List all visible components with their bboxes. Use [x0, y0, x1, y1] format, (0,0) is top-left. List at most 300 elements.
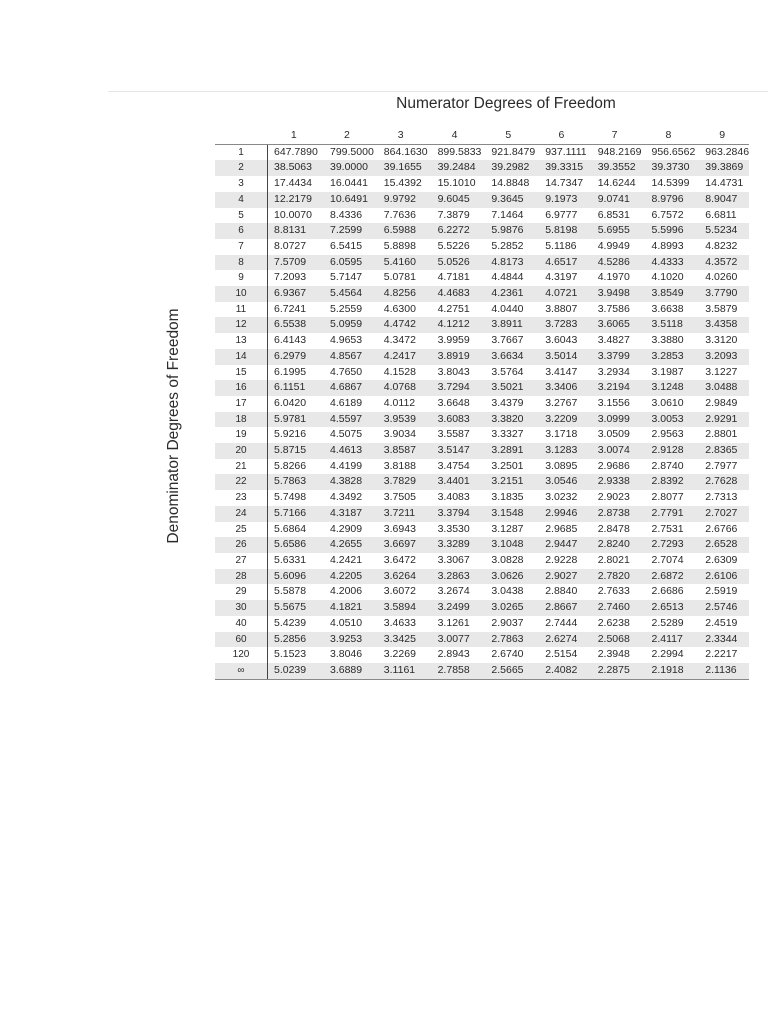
table-cell: 2.9686	[597, 459, 630, 472]
table-cell: 17.4434	[274, 177, 312, 190]
table-cell: 3.6472	[383, 553, 416, 566]
table-cell: 9.3645	[481, 192, 535, 208]
table-cell: 4.6300	[383, 302, 416, 315]
table-cell: 963.2846	[705, 145, 750, 158]
table-cell: 15.4392	[383, 177, 422, 190]
table-cell: 3.8043	[437, 365, 470, 378]
table-cell: 3.3799	[588, 349, 642, 365]
table-cell: 2.8943	[437, 648, 470, 661]
denominator-title: Denominator Degrees of Freedom	[165, 308, 182, 544]
table-cell: 3.4083	[437, 491, 470, 504]
table-cell: 4.3472	[383, 334, 416, 347]
table-cell: 3.7505	[383, 491, 416, 504]
table-cell: 38.5063	[268, 160, 321, 176]
table-cell: 4.0112	[383, 396, 416, 409]
table-cell: 3.5879	[705, 302, 738, 315]
table-cell: 3.1048	[481, 537, 535, 553]
table-cell: 14.7347	[545, 177, 584, 190]
table-cell: 6.5988	[374, 223, 428, 239]
table-cell: 2.2217	[705, 648, 738, 661]
table-cell: 6.5415	[330, 239, 363, 252]
table-cell: 4.5075	[330, 428, 363, 441]
row-label: 21	[215, 459, 268, 475]
table-cell: 5.8266	[274, 459, 307, 472]
table-cell: 6.2979	[268, 349, 321, 365]
table-cell: 5.5675	[268, 600, 321, 616]
table-cell: 4.1821	[320, 600, 374, 616]
table-row	[215, 176, 749, 192]
table-cell: 2.9027	[535, 569, 588, 585]
row-label: 22	[215, 474, 268, 490]
table-cell: 3.9539	[374, 412, 428, 428]
table-cell: 2.8392	[641, 474, 695, 490]
table-row	[215, 160, 749, 176]
table-cell: 39.3552	[588, 160, 642, 176]
table-cell: 2.7293	[641, 537, 695, 553]
table-cell: 2.7791	[641, 506, 695, 522]
row-label: 29	[215, 584, 268, 600]
table-cell: 10.6491	[320, 192, 374, 208]
table-cell: 2.7628	[695, 474, 749, 490]
table-cell: 2.7858	[428, 663, 482, 679]
table-row	[215, 317, 749, 333]
table-cell: 2.8738	[588, 506, 642, 522]
table-cell: 3.0626	[481, 569, 535, 585]
table-cell: 3.5894	[374, 600, 428, 616]
table-body	[215, 144, 749, 679]
table-cell: 3.6889	[320, 663, 374, 679]
table-cell: 2.7863	[481, 632, 535, 648]
table-cell: 3.2501	[491, 459, 524, 472]
table-cell: 3.5118	[641, 317, 695, 333]
table-cell: 4.8993	[651, 239, 684, 252]
table-cell: 3.9034	[383, 428, 416, 441]
table-cell: 2.7460	[588, 600, 642, 616]
table-cell: 3.2767	[545, 396, 578, 409]
table-cell: 6.8531	[597, 208, 630, 221]
table-cell: 647.7890	[274, 145, 318, 158]
table-cell: 3.2891	[481, 443, 535, 459]
table-cell: 2.4082	[535, 663, 588, 679]
row-label: 60	[215, 632, 268, 648]
table-cell: 6.1151	[268, 380, 321, 396]
table-cell: 3.4633	[383, 616, 416, 629]
table-cell: 2.5154	[545, 648, 578, 661]
table-cell: 9.6045	[428, 192, 482, 208]
table-cell: 2.8840	[545, 585, 578, 598]
table-cell: 2.9338	[588, 474, 642, 490]
table-row	[215, 365, 749, 381]
table-cell: 3.3327	[491, 428, 524, 441]
table-row	[215, 443, 749, 459]
table-cell: 4.2655	[320, 537, 374, 553]
table-row	[215, 255, 749, 271]
table-cell: 6.2272	[428, 223, 482, 239]
table-cell: 4.2417	[374, 349, 428, 365]
table-cell: 2.2875	[588, 663, 642, 679]
table-cell: 3.7294	[428, 380, 482, 396]
table-cell: 921.8479	[491, 145, 536, 158]
row-label: 4	[215, 192, 268, 208]
table-cell: 3.6638	[651, 302, 684, 315]
column-header: 6	[535, 128, 588, 144]
table-cell: 39.1655	[374, 160, 428, 176]
table-cell: 6.6811	[705, 208, 737, 221]
table-cell: 9.9792	[374, 192, 428, 208]
column-header-row	[215, 128, 749, 144]
table-cell: 14.6244	[597, 177, 636, 190]
table-cell: 5.1523	[274, 648, 307, 661]
table-cell: 16.0441	[330, 177, 368, 190]
column-header: 7	[588, 128, 642, 144]
table-cell: 3.6083	[428, 412, 482, 428]
table-cell: 5.5234	[695, 223, 749, 239]
table-cell: 15.1010	[437, 177, 476, 190]
table-cell: 3.6072	[383, 585, 416, 598]
table-cell: 2.9291	[695, 412, 749, 428]
table-cell: 2.8801	[705, 428, 738, 441]
table-cell: 3.6697	[374, 537, 428, 553]
table-cell: 4.6189	[330, 396, 363, 409]
table-cell: 3.1227	[705, 365, 738, 378]
table-cell: 3.6264	[374, 569, 428, 585]
table-cell: 4.9949	[597, 239, 630, 252]
table-cell: 4.2751	[437, 302, 470, 315]
row-label: 20	[215, 443, 268, 459]
table-cell: 3.2269	[383, 648, 416, 661]
row-label: 120	[215, 647, 268, 663]
table-cell: 2.5919	[705, 585, 738, 598]
row-label: 17	[215, 396, 268, 412]
table-cell: 3.4358	[695, 317, 749, 333]
table-cell: 3.2674	[437, 585, 470, 598]
table-cell: 4.6517	[535, 255, 588, 271]
table-cell: 4.8232	[705, 239, 738, 252]
table-cell: 2.6528	[695, 537, 749, 553]
table-cell: 3.2499	[428, 600, 482, 616]
table-cell: 3.0895	[545, 459, 578, 472]
table-cell: 7.3879	[437, 208, 470, 221]
numerator-title: Numerator Degrees of Freedom	[396, 95, 616, 112]
table-cell: 3.1248	[641, 380, 695, 396]
table-cell: 4.3492	[330, 491, 363, 504]
table-cell: 2.9946	[535, 506, 588, 522]
table-cell: 2.8077	[651, 491, 684, 504]
table-cell: 4.0768	[374, 380, 428, 396]
row-label: 25	[215, 522, 268, 538]
table-cell: 4.4613	[320, 443, 374, 459]
table-row	[215, 208, 749, 224]
table-cell: 9.0741	[588, 192, 642, 208]
table-cell: 5.0239	[268, 663, 321, 679]
table-cell: 3.3880	[651, 334, 684, 347]
table-row	[215, 144, 749, 160]
table-cell: 3.8911	[481, 317, 535, 333]
row-label: 23	[215, 490, 268, 506]
table-cell: 2.8021	[597, 553, 630, 566]
table-cell: 8.9796	[641, 192, 695, 208]
table-cell: 8.0727	[274, 239, 307, 252]
column-header: 1	[268, 128, 321, 144]
column-header: 3	[374, 128, 428, 144]
table-cell: 3.4147	[545, 365, 578, 378]
table-cell: 4.9653	[330, 334, 363, 347]
table-cell: 4.4333	[641, 255, 695, 271]
table-cell: 4.4199	[330, 459, 363, 472]
table-cell: 3.0828	[491, 553, 524, 566]
row-label: 40	[215, 616, 268, 632]
table-row	[215, 380, 749, 396]
table-cell: 2.8365	[695, 443, 749, 459]
table-cell: 3.8188	[383, 459, 416, 472]
table-cell: 5.9876	[481, 223, 535, 239]
table-cell: 2.9849	[705, 396, 738, 409]
table-row	[215, 647, 749, 663]
table-cell: 3.7586	[597, 302, 630, 315]
column-header: 8	[641, 128, 695, 144]
table-cell: 5.0781	[383, 271, 416, 284]
row-label: 24	[215, 506, 268, 522]
table-cell: 2.2994	[651, 648, 684, 661]
table-row	[215, 396, 749, 412]
table-cell: 3.3406	[535, 380, 588, 396]
table-cell: 2.8240	[588, 537, 642, 553]
table-cell: 3.1835	[491, 491, 524, 504]
table-cell: 2.8740	[651, 459, 684, 472]
row-label: 5	[215, 208, 268, 224]
table-cell: 2.9228	[545, 553, 578, 566]
row-label: 1	[215, 144, 268, 160]
row-label: 16	[215, 380, 268, 396]
table-cell: 2.6740	[491, 648, 524, 661]
table-cell: 3.4827	[597, 334, 630, 347]
table-row	[215, 522, 749, 538]
table-cell: 2.7313	[705, 491, 738, 504]
table-cell: 3.5021	[481, 380, 535, 396]
table-cell: 12.2179	[268, 192, 321, 208]
table-cell: 3.8807	[545, 302, 578, 315]
table-cell: 2.8667	[535, 600, 588, 616]
table-cell: 3.6043	[545, 334, 578, 347]
table-cell: 39.3730	[641, 160, 695, 176]
table-cell: 2.1918	[641, 663, 695, 679]
table-cell: 5.6864	[274, 522, 307, 535]
table-cell: 948.2169	[597, 145, 642, 158]
table-cell: 6.9367	[268, 286, 321, 302]
f-distribution-table	[215, 128, 749, 680]
table-cell: 39.3315	[535, 160, 588, 176]
table-cell: 3.5014	[535, 349, 588, 365]
table-row	[215, 239, 749, 255]
table-cell: 4.1212	[428, 317, 482, 333]
column-header: 2	[320, 128, 374, 144]
table-cell: 2.7820	[588, 569, 642, 585]
table-cell: 3.2209	[535, 412, 588, 428]
table-cell: 2.6309	[705, 553, 738, 566]
table-cell: 899.5833	[437, 145, 482, 158]
row-label: 28	[215, 569, 268, 585]
table-cell: 39.2484	[428, 160, 482, 176]
table-cell: 3.2853	[641, 349, 695, 365]
table-cell: 3.8549	[641, 286, 695, 302]
table-cell: 4.3197	[545, 271, 578, 284]
table-cell: 6.0420	[274, 396, 307, 409]
table-cell: 2.7977	[705, 459, 738, 472]
table-cell: 2.9037	[491, 616, 524, 629]
table-cell: 4.8256	[374, 286, 428, 302]
table-row	[215, 286, 749, 302]
table-cell: 5.8198	[535, 223, 588, 239]
table-cell: 7.1464	[491, 208, 524, 221]
table-cell: 3.4379	[491, 396, 524, 409]
table-cell: 7.2093	[274, 271, 307, 284]
table-cell: 39.3869	[695, 160, 749, 176]
table-cell: 3.0546	[535, 474, 588, 490]
table-cell: 2.6106	[695, 569, 749, 585]
table-cell: 2.6274	[535, 632, 588, 648]
table-row	[215, 632, 749, 648]
row-label: 15	[215, 365, 268, 381]
table-cell: 2.4117	[641, 632, 695, 648]
table-cell: 4.2361	[481, 286, 535, 302]
table-cell: 5.2559	[330, 302, 363, 315]
table-row	[215, 506, 749, 522]
table-cell: 2.6513	[641, 600, 695, 616]
table-cell: 4.8173	[481, 255, 535, 271]
table-cell: 2.4519	[705, 616, 738, 629]
table-cell: 3.2934	[597, 365, 630, 378]
table-cell: 3.6634	[481, 349, 535, 365]
table-cell: 956.6562	[651, 145, 696, 158]
table-cell: 3.4754	[437, 459, 470, 472]
table-cell: 2.7027	[695, 506, 749, 522]
table-cell: 5.9216	[274, 428, 307, 441]
table-cell: 5.4564	[320, 286, 374, 302]
table-row	[215, 537, 749, 553]
table-cell: 6.1995	[274, 365, 307, 378]
table-cell: 3.8046	[330, 648, 363, 661]
table-cell: 9.1973	[535, 192, 588, 208]
table-cell: 5.9781	[268, 412, 321, 428]
corner-cell	[215, 128, 268, 144]
table-cell: 4.5286	[588, 255, 642, 271]
table-cell: 2.3948	[597, 648, 630, 661]
table-cell: 5.6331	[274, 553, 307, 566]
table-cell: 4.7181	[437, 271, 470, 284]
table-cell: 3.1287	[491, 522, 524, 535]
table-cell: 3.0074	[588, 443, 642, 459]
table-cell: 3.0053	[641, 412, 695, 428]
table-cell: 4.2205	[320, 569, 374, 585]
table-row	[215, 584, 749, 600]
row-label: 2	[215, 160, 268, 176]
table-cell: 4.0510	[330, 616, 363, 629]
table-cell: 8.4336	[330, 208, 363, 221]
table-cell: 2.5746	[695, 600, 749, 616]
table-row	[215, 663, 749, 679]
table-cell: 4.3187	[320, 506, 374, 522]
table-cell: 5.5996	[641, 223, 695, 239]
row-label: 12	[215, 317, 268, 333]
table-cell: 3.1261	[437, 616, 470, 629]
row-label: 18	[215, 412, 268, 428]
table-row	[215, 302, 749, 318]
row-label: 8	[215, 255, 268, 271]
table-cell: 3.1161	[374, 663, 428, 679]
table-cell: 5.7863	[268, 474, 321, 490]
table-cell: 4.2421	[330, 553, 363, 566]
table-cell: 3.7667	[491, 334, 524, 347]
table-cell: 3.7283	[535, 317, 588, 333]
table-cell: 7.7636	[383, 208, 416, 221]
table-row	[215, 192, 749, 208]
table-cell: 2.6872	[641, 569, 695, 585]
table-cell: 3.4401	[428, 474, 482, 490]
table-cell: 4.4683	[428, 286, 482, 302]
table-cell: 3.3120	[705, 334, 738, 347]
row-label: 10	[215, 286, 268, 302]
table-cell: 2.7633	[597, 585, 630, 598]
table-cell: 5.4160	[374, 255, 428, 271]
table-cell: 3.3530	[437, 522, 470, 535]
table-cell: 3.9498	[588, 286, 642, 302]
row-label: 19	[215, 427, 268, 443]
table-cell: 3.3289	[428, 537, 482, 553]
table-cell: 799.5000	[330, 145, 374, 158]
table-cell: 4.0440	[491, 302, 524, 315]
table-cell: 6.4143	[274, 334, 307, 347]
table-cell: 2.9023	[597, 491, 630, 504]
table-cell: 3.0610	[651, 396, 684, 409]
table-cell: 2.5289	[651, 616, 684, 629]
table-cell: 39.2982	[481, 160, 535, 176]
table-cell: 4.3572	[695, 255, 749, 271]
table-row	[215, 474, 749, 490]
table-cell: 7.5709	[268, 255, 321, 271]
table-cell: 6.7241	[274, 302, 307, 315]
table-cell: 937.1111	[545, 145, 587, 158]
table-cell: 3.8587	[374, 443, 428, 459]
table-cell: 3.2863	[428, 569, 482, 585]
table-cell: 4.7650	[330, 365, 363, 378]
row-label: 30	[215, 600, 268, 616]
table-cell: 3.5147	[428, 443, 482, 459]
table-cell: 5.5878	[274, 585, 307, 598]
row-label: 6	[215, 223, 268, 239]
table-cell: 4.3828	[320, 474, 374, 490]
table-cell: 2.9447	[535, 537, 588, 553]
table-cell: 3.1283	[535, 443, 588, 459]
table-cell: 3.1556	[597, 396, 630, 409]
top-divider	[108, 91, 768, 92]
table-cell: 39.0000	[320, 160, 374, 176]
table-cell: 5.5226	[437, 239, 470, 252]
table-cell: 5.6586	[268, 537, 321, 553]
row-label: 9	[215, 270, 268, 286]
table-cell: 2.7444	[545, 616, 578, 629]
row-label: 11	[215, 302, 268, 318]
column-header: 9	[695, 128, 749, 144]
table-cell: 3.2194	[588, 380, 642, 396]
table-cell: 3.0232	[545, 491, 578, 504]
table-row	[215, 616, 749, 632]
table-cell: 4.5597	[320, 412, 374, 428]
table-row	[215, 223, 749, 239]
column-header: 5	[481, 128, 535, 144]
table-cell: 2.1136	[695, 663, 749, 679]
table-cell: 2.6686	[651, 585, 684, 598]
row-label: 7	[215, 239, 268, 255]
